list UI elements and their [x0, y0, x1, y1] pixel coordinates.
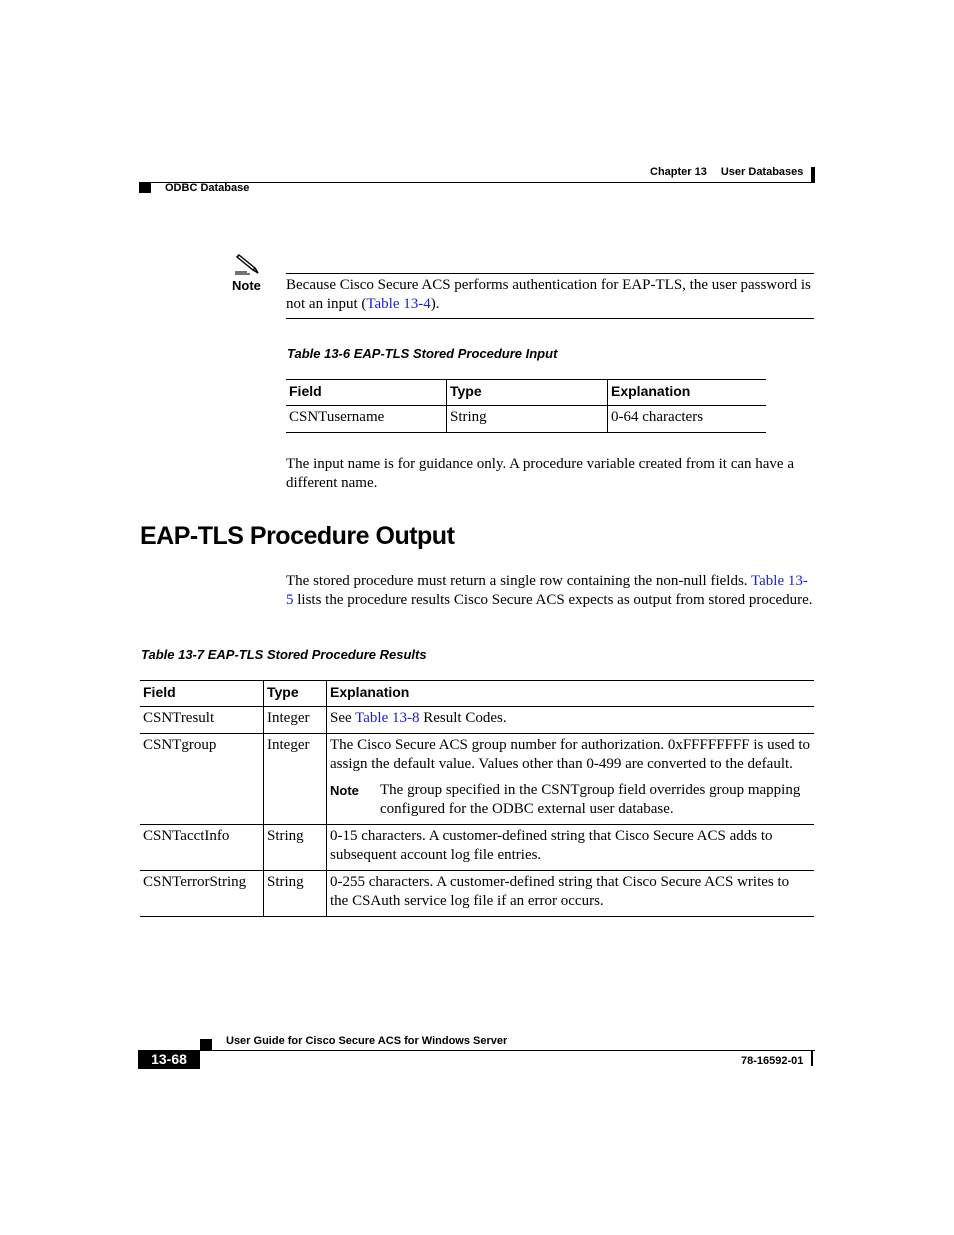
table-row [140, 734, 814, 825]
cell-field: CSNTacctInfo [140, 825, 264, 871]
inner-note-text: The group specified in the CSNTgroup field overrides group mapping configured for the ODBC external user database. [380, 782, 801, 817]
note-rule-bottom [286, 318, 814, 319]
cell-explanation-text: The Cisco Secure ACS group number for authorization. 0xFFFFFFFF is used to assign the default value. Values other than 0-499 are converted to the default. [330, 737, 810, 772]
note-text [286, 276, 811, 314]
chapter-number: Chapter 13 [650, 166, 707, 178]
header-block-left [139, 182, 151, 193]
table-13-7 [140, 680, 814, 917]
cell-field: CSNTerrorString [140, 871, 264, 917]
header-explanation: Explanation [327, 681, 815, 707]
cell-explanation: 0-255 characters. A customer-defined string that Cisco Secure ACS writes to the CSAuth service log file if an error occurs. [330, 874, 790, 909]
table-row [140, 825, 814, 871]
cell-type: Integer [264, 707, 327, 734]
table-13-4-link[interactable]: Table 13-4 [366, 296, 431, 312]
header-field: Field [286, 380, 447, 406]
cell-explanation-pre: See [330, 710, 356, 726]
table-13-5-link[interactable]: Table 13-5 [286, 573, 808, 608]
table-header-row [140, 681, 814, 707]
cell-type: String [447, 406, 608, 433]
table-13-7-caption: Table 13-7 EAP-TLS Stored Procedure Results [141, 647, 427, 662]
cell-type: String [264, 871, 327, 917]
cell-explanation: 0-64 characters [611, 409, 704, 425]
section-heading: EAP-TLS Procedure Output [140, 522, 455, 550]
output-paragraph-rest: lists the procedure results Cisco Secure ACS expects as output from stored procedure. [293, 592, 813, 608]
running-header-section: ODBC Database [165, 182, 250, 194]
header-explanation: Explanation [608, 380, 767, 406]
table-row [286, 406, 766, 433]
running-header-chapter [650, 166, 817, 178]
note-label: Note [232, 278, 261, 293]
cell-explanation: 0-15 characters. A customer-defined string that Cisco Secure ACS adds to subsequent account log file entries. [327, 825, 815, 871]
cell-explanation [327, 734, 815, 825]
cell-field: CSNTusername [286, 406, 447, 433]
document-number: 78-16592-01 [741, 1055, 804, 1067]
table-13-8-link[interactable]: Table 13-8 [355, 710, 420, 726]
table-row [140, 707, 814, 734]
cell-explanation-post: Result Codes. [419, 710, 507, 726]
header-field: Field [140, 681, 264, 707]
cell-type: String [264, 825, 327, 871]
footer-bar-right [811, 1050, 813, 1066]
header-bar-right [811, 167, 815, 183]
footer-guide-title: User Guide for Cisco Secure ACS for Windows Server [226, 1035, 508, 1047]
page-number: 13-68 [138, 1050, 200, 1069]
table-header-row [286, 380, 766, 406]
cell-field: CSNTresult [140, 707, 264, 734]
header-type: Type [264, 681, 327, 707]
chapter-title: User Databases [720, 166, 804, 178]
output-paragraph-line1: The stored procedure must return a single row containing the non-null fields. [286, 573, 748, 589]
cell-type: Integer [264, 734, 327, 825]
note-rule-top [286, 273, 814, 274]
table-row [140, 871, 814, 917]
input-name-paragraph: The input name is for guidance only. A procedure variable created from it can have a different name. [286, 456, 794, 491]
pencil-note-icon [233, 252, 263, 281]
cell-field: CSNTgroup [140, 734, 264, 825]
cell-explanation [327, 707, 815, 734]
footer-rule [139, 1050, 815, 1051]
note-text-after: ). [430, 296, 440, 312]
note-text-before: Because Cisco Secure ACS performs authentication for EAP-TLS, the user password is not an input ( [286, 277, 811, 312]
table-13-6-caption: Table 13-6 EAP-TLS Stored Procedure Input [287, 346, 558, 361]
inner-note [330, 781, 811, 819]
inner-note-label: Note [330, 783, 359, 798]
table-13-6 [286, 379, 766, 433]
output-paragraph [286, 572, 814, 610]
header-type: Type [447, 380, 608, 406]
